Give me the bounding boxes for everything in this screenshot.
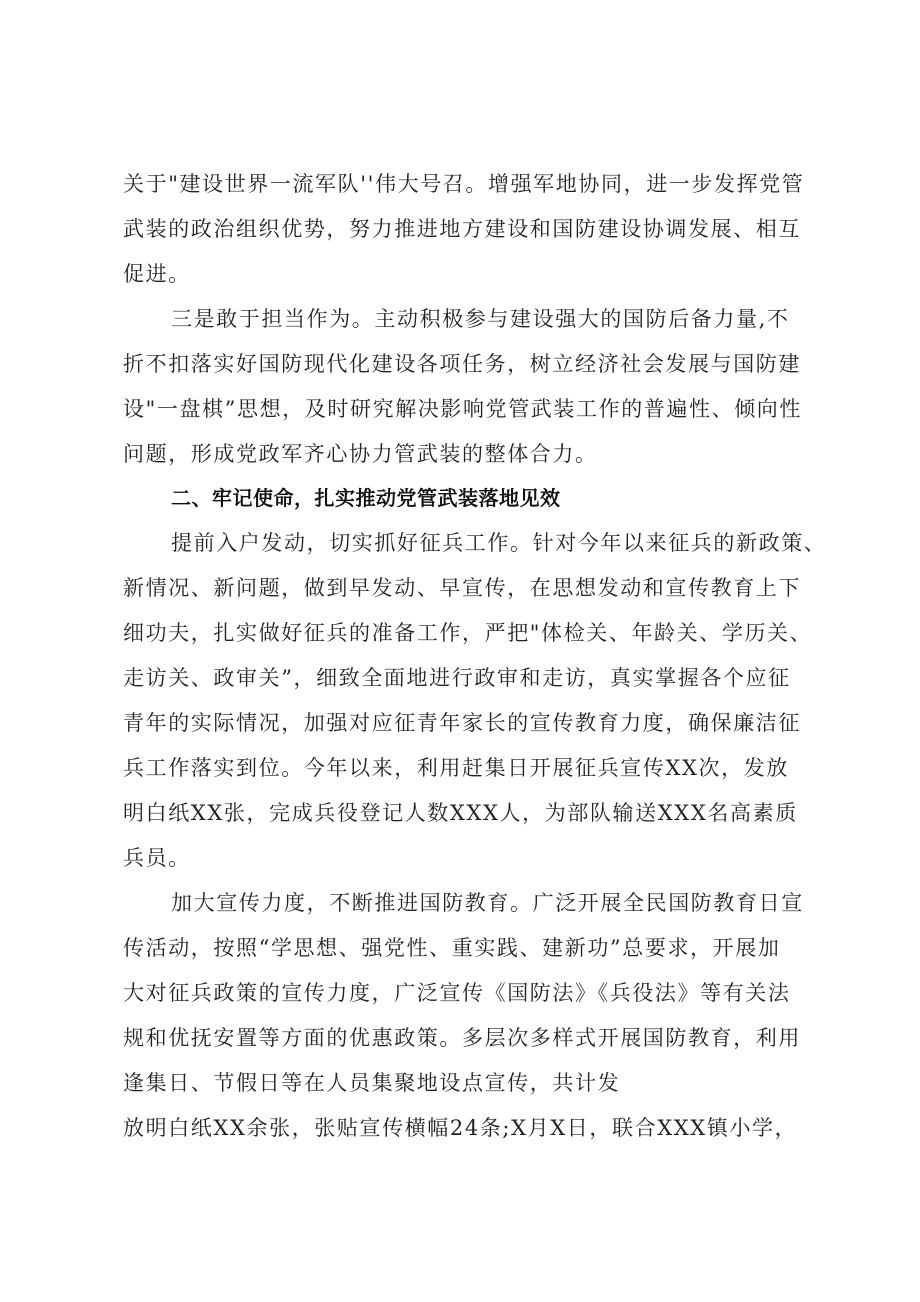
paragraph-line: 兵员。 bbox=[123, 846, 191, 870]
paragraph-line: 提前入户发动，切实抓好征兵工作。针对今年以来征兵的新政策、 bbox=[171, 531, 827, 555]
paragraph-line: 兵工作落实到位。今年以来，利用赶集日开展征兵宣传XX次，发放 bbox=[123, 756, 789, 780]
paragraph-line: 明白纸XX张，完成兵役登记人数XXX人，为部队输送XXX名高素质 bbox=[123, 801, 798, 825]
paragraph-line: 促进。 bbox=[123, 262, 191, 286]
paragraph-line: 走访关、政审关”，细致全面地进行政审和走访，真实掌握各个应征 bbox=[123, 666, 791, 690]
paragraph-line: 三是敢于担当作为。主动积极参与建设强大的国防后备力量,不 bbox=[171, 307, 790, 331]
paragraph-line: 折不扣落实好国防现代化建设各项任务，树立经济社会发展与国防建 bbox=[123, 352, 801, 376]
paragraph-line: 放明白纸XX余张，张贴宣传横幅24条;X月X日，联合XXX镇小学， bbox=[123, 1116, 798, 1140]
paragraph-line: 问题，形成党政军齐心协力管武装的整体合力。 bbox=[123, 442, 598, 466]
paragraph-line: 新情况、新问题，做到早发动、早宣传，在思想发动和宣传教育上下 bbox=[123, 576, 801, 600]
paragraph-line: 传活动，按照“学思想、强党性、重实践、建新功”总要求，开展加 bbox=[123, 936, 781, 960]
section-heading: 二、牢记使命，扎实推动党管武装落地见效 bbox=[171, 486, 561, 510]
paragraph-line: 大对征兵政策的宣传力度，广泛宣传《国防法》《兵役法》等有关法 bbox=[123, 981, 791, 1005]
paragraph-line: 青年的实际情况，加强对应征青年家长的宣传教育力度，确保廉洁征 bbox=[123, 711, 801, 735]
paragraph-line: 细功夫，扎实做好征兵的准备工作，严把"体检关、年龄关、学历关、 bbox=[123, 621, 813, 645]
paragraph-line: 加大宣传力度，不断推进国防教育。广泛开展全民国防教育日宣 bbox=[171, 891, 804, 915]
paragraph-line: 武装的政治组织优势，努力推进地方建设和国防建设协调发展、相互 bbox=[123, 217, 801, 241]
paragraph-line: 设"一盘棋”思想，及时研究解决影响党管武装工作的普遍性、倾向性 bbox=[123, 397, 802, 421]
paragraph-line: 规和优抚安置等方面的优惠政策。多层次多样式开展国防教育，利用 bbox=[123, 1026, 801, 1050]
paragraph-line: 关于"建设世界一流军队''伟大号召。增强军地协同，进一步发挥党管 bbox=[123, 172, 805, 196]
paragraph-line: 逢集日、节假日等在人员集聚地设点宣传，共计发 bbox=[123, 1071, 621, 1095]
